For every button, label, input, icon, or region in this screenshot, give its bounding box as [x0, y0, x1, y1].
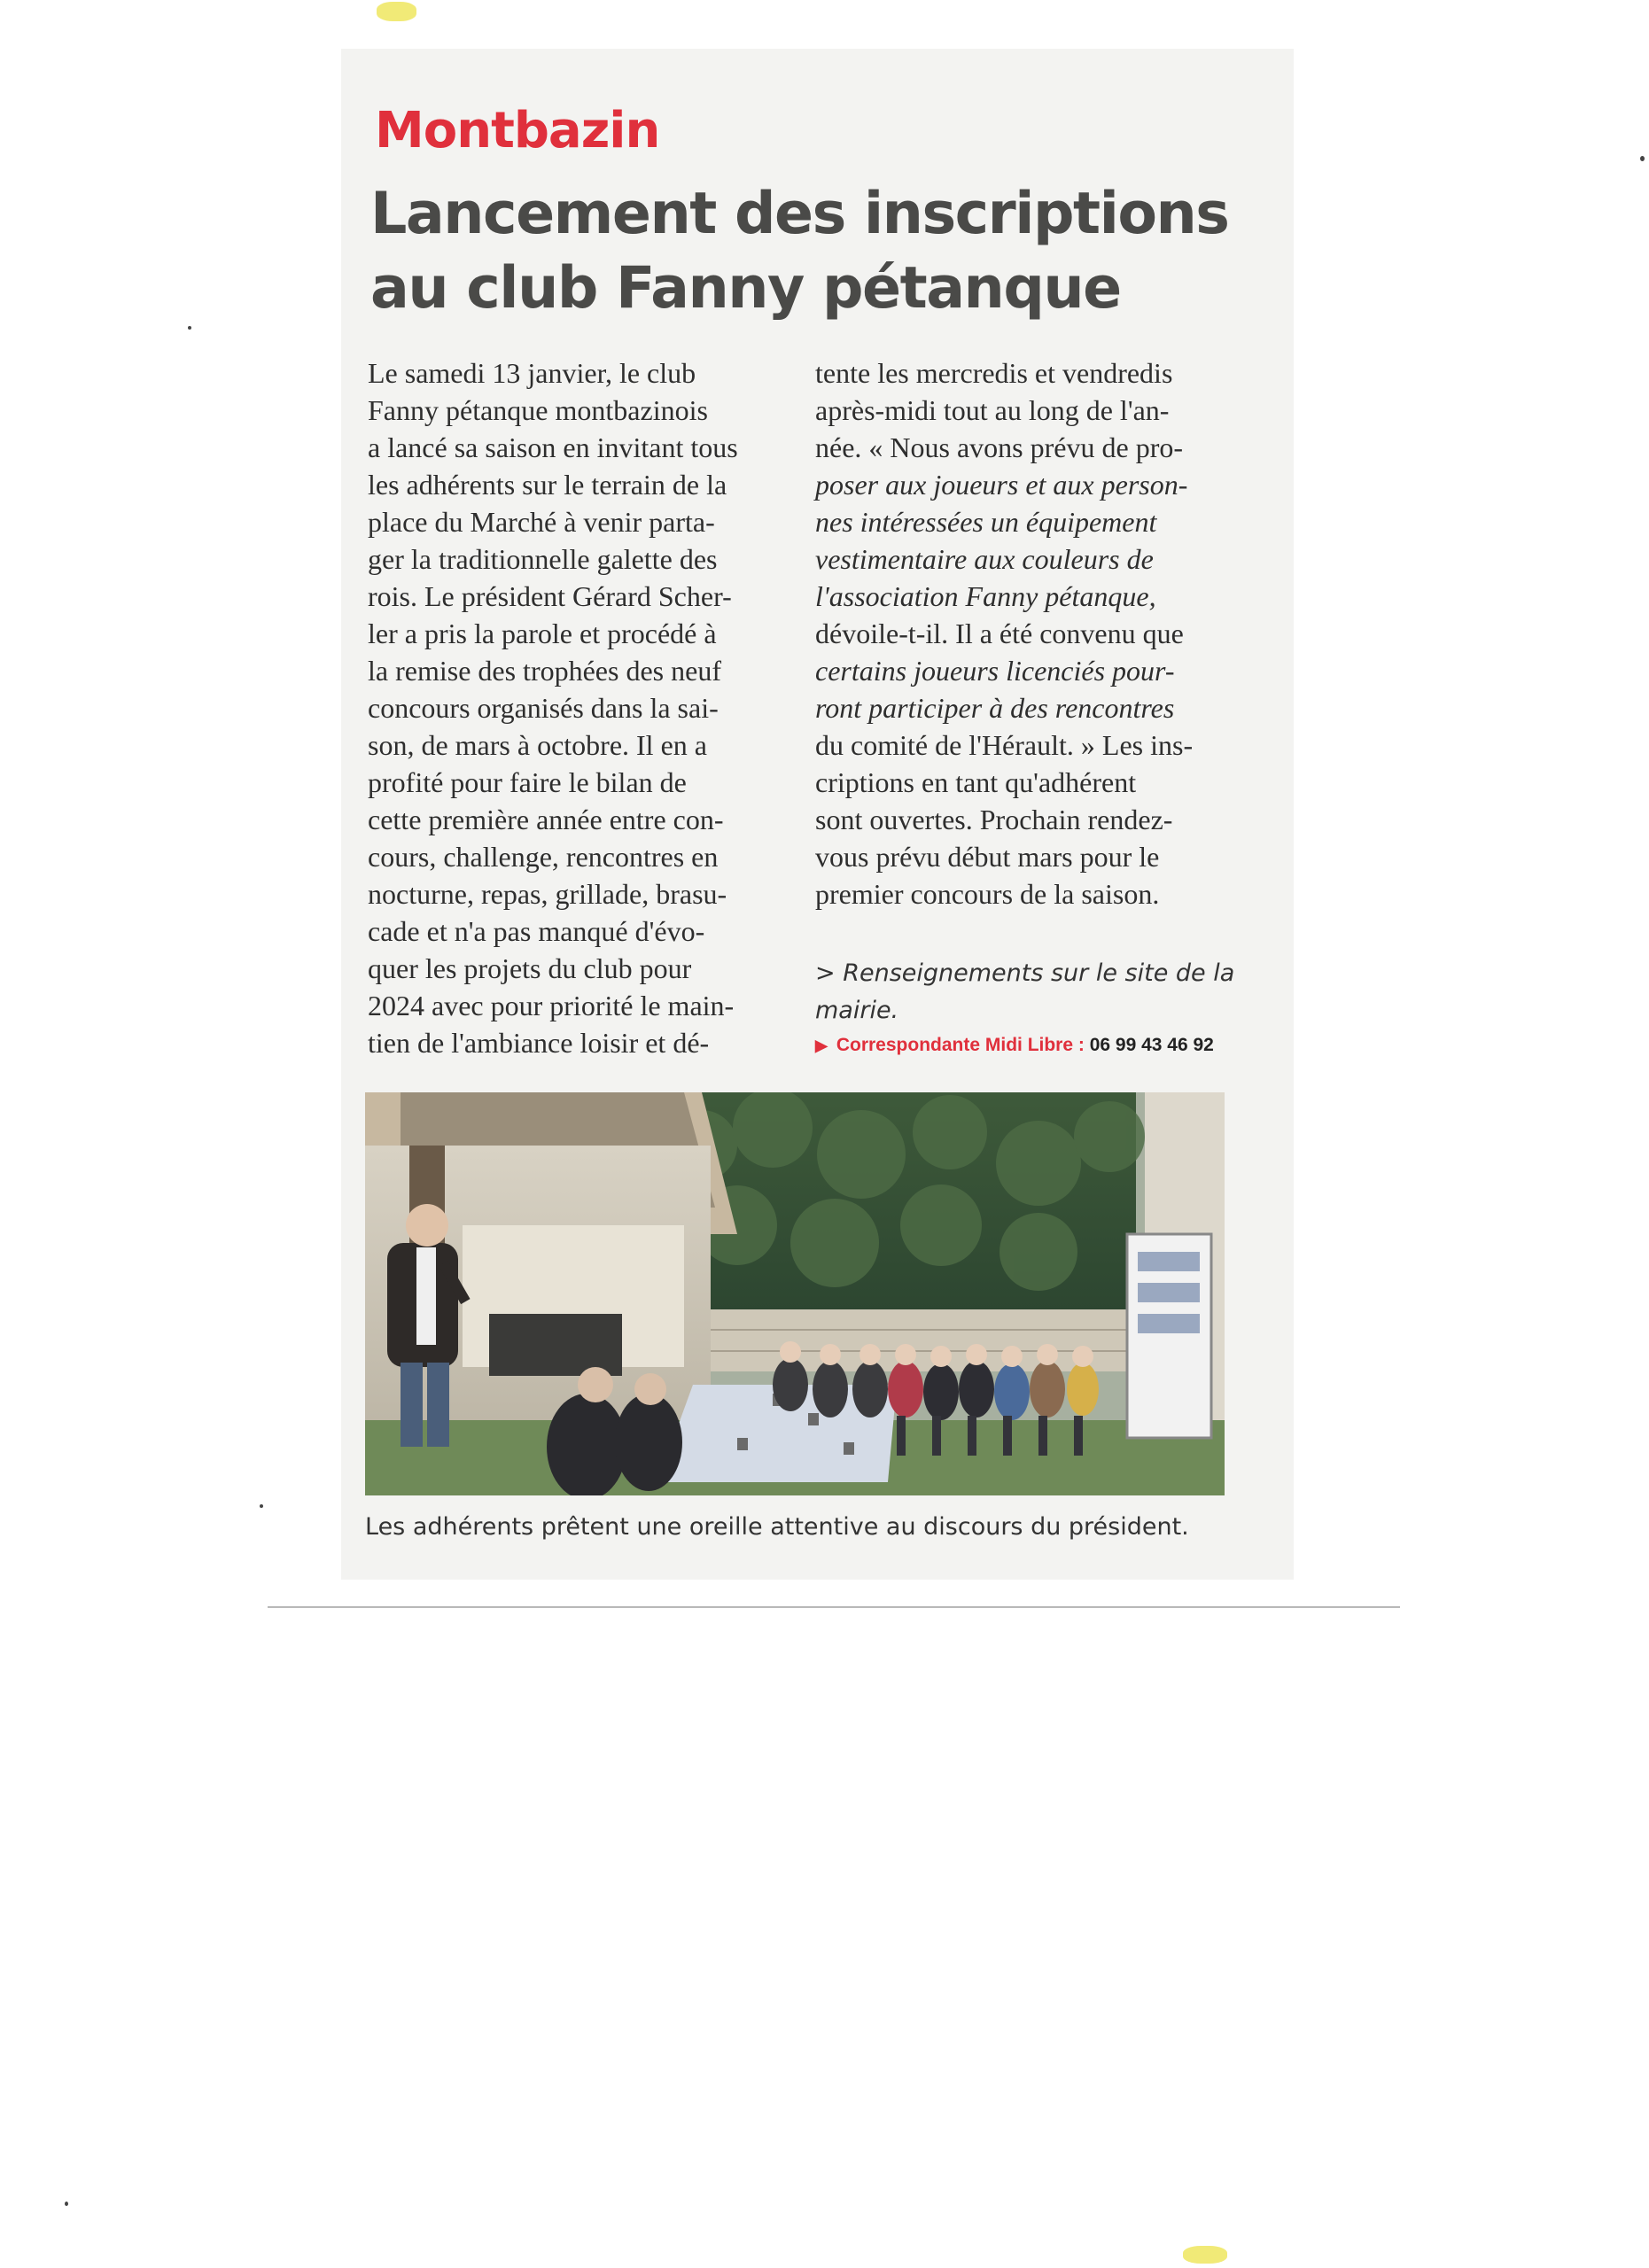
- town-kicker: Montbazin: [375, 102, 660, 159]
- body-line: criptions en tant qu'adhérent: [815, 766, 1137, 798]
- body-line: 2024 avec pour priorité le main-: [368, 990, 735, 1021]
- body-line: dévoile-t-il. Il a été convenu que: [815, 617, 1184, 649]
- body-line: la remise des trophées des neuf: [368, 655, 721, 687]
- body-line: son, de mars à octobre. Il en a: [368, 729, 707, 761]
- body-line: quer les projets du club pour: [368, 952, 692, 984]
- body-column-right: [815, 354, 1232, 913]
- scan-stain-bottom: [1183, 2246, 1227, 2264]
- article-photo: [365, 1092, 1225, 1495]
- body-line: les adhérents sur le terrain de la: [368, 469, 727, 501]
- body-line: poser aux joueurs et aux person-: [815, 469, 1188, 501]
- body-line: née. « Nous avons prévu de pro-: [815, 431, 1183, 463]
- body-line: profité pour faire le bilan de: [368, 766, 687, 798]
- scan-speck: [260, 1504, 263, 1508]
- body-line: vous prévu début mars pour le: [815, 841, 1160, 873]
- body-line: du comité de l'Hérault. » Les ins-: [815, 729, 1194, 761]
- correspondent-label: Correspondante Midi Libre :: [836, 1035, 1085, 1055]
- body-line: rois. Le président Gérard Scher-: [368, 580, 732, 612]
- page-divider-line: [268, 1606, 1400, 1608]
- headline: [370, 177, 1292, 326]
- triangle-bullet-icon: ▶: [815, 1037, 828, 1054]
- body-line: place du Marché à venir parta-: [368, 506, 715, 538]
- photo-caption: Les adhérents prêtent une oreille attentive au discours du président.: [365, 1513, 1189, 1541]
- scan-speck: [65, 2202, 68, 2206]
- body-line: a lancé sa saison en invitant tous: [368, 431, 738, 463]
- body-line: l'association Fanny pétanque,: [815, 580, 1156, 612]
- body-line: certains joueurs licenciés pour-: [815, 655, 1175, 687]
- body-line: ler a pris la parole et procédé à: [368, 617, 717, 649]
- body-line: ger la traditionnelle galette des: [368, 543, 718, 575]
- info-note: [815, 955, 1241, 1029]
- scan-speck: [1640, 156, 1645, 161]
- info-line-2: mairie.: [815, 997, 899, 1024]
- photo-illustration: [365, 1092, 1225, 1495]
- headline-line-2: au club Fanny pétanque: [370, 255, 1121, 322]
- body-line: nocturne, repas, grillade, brasu-: [368, 878, 727, 910]
- info-line-1: > Renseignements sur le site de la: [815, 959, 1235, 987]
- body-line: cette première année entre con-: [368, 804, 724, 835]
- body-line: tente les mercredis et vendredis: [815, 357, 1173, 389]
- body-line: cade et n'a pas manqué d'évo-: [368, 915, 705, 947]
- body-line: concours organisés dans la sai-: [368, 692, 719, 724]
- body-line: nes intéressées un équipement: [815, 506, 1157, 538]
- correspondent-phone: 06 99 43 46 92: [1089, 1035, 1214, 1055]
- scan-stain: [377, 2, 416, 21]
- body-line: ront participer à des rencontres: [815, 692, 1175, 724]
- body-line: Le samedi 13 janvier, le club: [368, 357, 696, 389]
- body-line: après-midi tout au long de l'an-: [815, 394, 1170, 426]
- body-line: vestimentaire aux couleurs de: [815, 543, 1154, 575]
- body-line: Fanny pétanque montbazinois: [368, 394, 708, 426]
- body-line: premier concours de la saison.: [815, 878, 1160, 910]
- correspondent-credit: [815, 1035, 1214, 1056]
- headline-line-1: Lancement des inscriptions: [370, 181, 1229, 247]
- body-column-left: [368, 354, 784, 1061]
- body-line: sont ouvertes. Prochain rendez-: [815, 804, 1173, 835]
- body-line: tien de l'ambiance loisir et dé-: [368, 1027, 710, 1059]
- scan-speck: [188, 326, 191, 330]
- body-line: cours, challenge, rencontres en: [368, 841, 719, 873]
